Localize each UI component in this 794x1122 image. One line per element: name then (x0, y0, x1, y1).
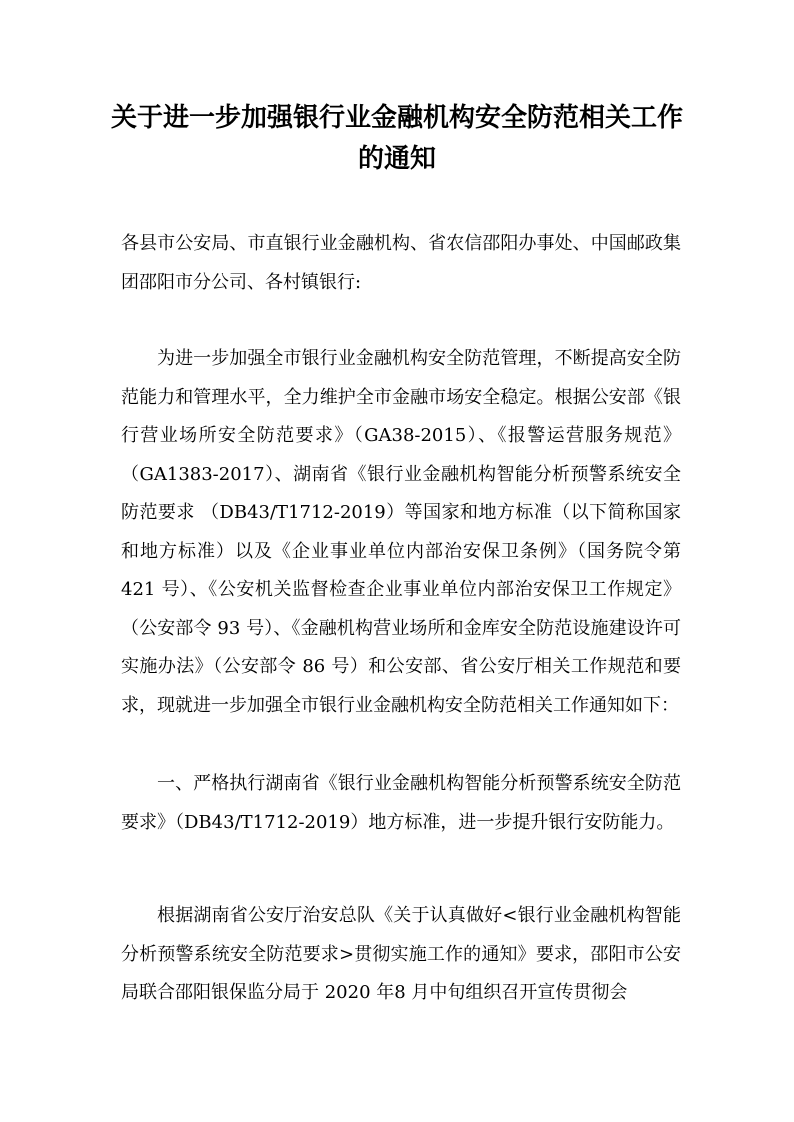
body-paragraph-3: 根据湖南省公安厅治安总队《关于认真做好<银行业金融机构智能分析预警系统安全防范要求>贯彻实施工作的通知》要求，邵阳市公安局联合邵阳银保监分局于 2020 年8 月中旬组织召开宣传贯彻会 (121, 905, 681, 1003)
document-title-line-1: 关于进一步加强银行业金融机构安全防范相关工作 (110, 103, 683, 133)
addressee-line: 各县市公安局、市直银行业金融机构、省农信邵阳办事处、中国邮政集团邵阳市分公司、各村镇银行: (121, 233, 681, 293)
body-paragraph-1: 为进一步加强全市银行业金融机构安全防范管理，不断提高安全防范能力和管理水平，全力维护全市金融市场安全稳定。根据公安部《银行营业场所安全防范要求》（GA38-2015）、《报警运营服务规范》（GA1383-2017）、湖南省《银行业金融机构智能分析预警系统安全防范要求 （DB43/T1712-2019）等国家和地方标准（以下简称国家和地方标准）以及《企业事业单位内部治安保卫条例》（国务院令第 421 号）、《公安机关监督检查企业事业单位内部治安保卫工作规定》（公安部令 93 号）、《金融机构营业场所和金库安全防范设施建设许可实施办法》（公安部令 86 号）和公安部、省公安厅相关工作规范和要求，现就进一步加强全市银行业金融机构安全防范相关工作通知如下： (121, 348, 681, 716)
body-paragraph-2: 一、严格执行湖南省《银行业金融机构智能分析预警系统安全防范要求》（DB43/T1712-2019）地方标准，进一步提升银行安防能力。 (121, 773, 681, 833)
document-title-line-2: 的通知 (357, 144, 436, 174)
